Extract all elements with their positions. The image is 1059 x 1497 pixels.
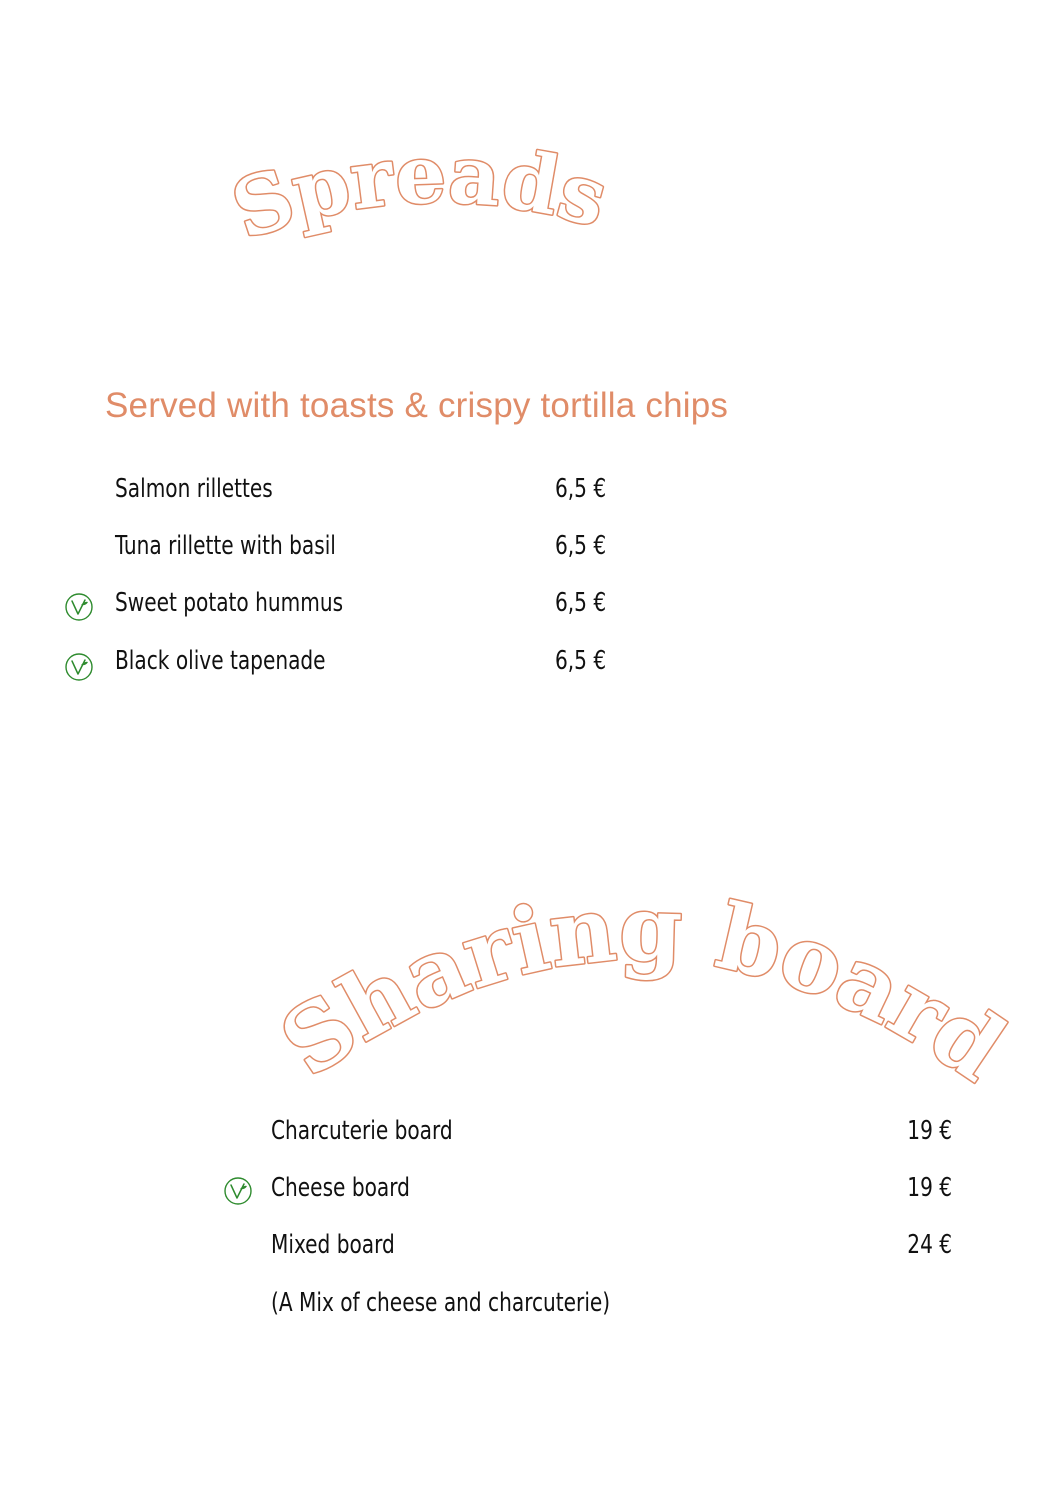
item-name: Mixed board (271, 1230, 395, 1260)
item-price: 19 € (907, 1116, 952, 1146)
item-note: (A Mix of cheese and charcuterie) (271, 1288, 611, 1318)
sharing-boards-title (262, 796, 1024, 1110)
svg-text:Spreads: Spreads (221, 126, 618, 258)
item-price: 6,5 € (555, 646, 607, 676)
item-name: Salmon rillettes (115, 474, 273, 504)
vegetarian-leaf-icon (64, 592, 94, 622)
vegetarian-leaf-icon (223, 1176, 253, 1206)
spreads-subtitle: Served with toasts & crispy tortilla chips (105, 386, 729, 425)
item-price: 19 € (907, 1173, 952, 1203)
svg-text:Sharing boards: Sharing boards (262, 796, 1024, 1103)
vegetarian-leaf-icon (64, 652, 94, 682)
item-name: Sweet potato hummus (115, 588, 344, 618)
item-name: Charcuterie board (271, 1116, 453, 1146)
spreads-title (220, 120, 640, 290)
item-name: Cheese board (271, 1173, 410, 1203)
item-name: Black olive tapenade (115, 646, 326, 676)
item-price: 24 € (907, 1230, 952, 1260)
item-price: 6,5 € (555, 588, 607, 618)
item-price: 6,5 € (555, 531, 607, 561)
item-price: 6,5 € (555, 474, 607, 504)
item-name: Tuna rillette with basil (115, 531, 336, 561)
